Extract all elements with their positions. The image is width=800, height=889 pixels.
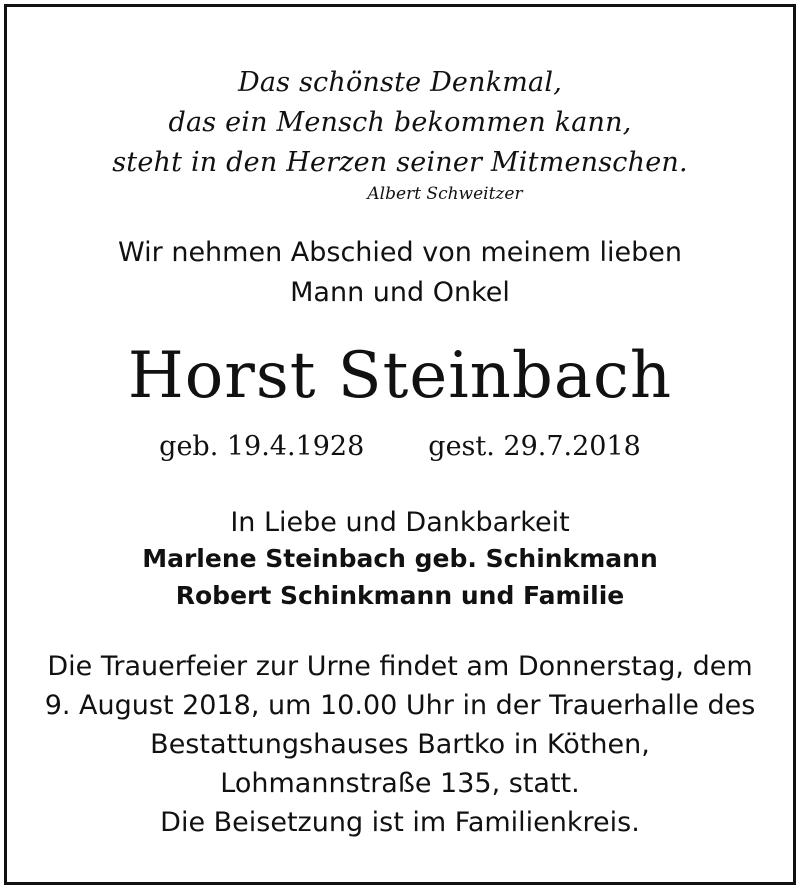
quote-author: Albert Schweitzer <box>367 184 523 204</box>
ceremony-line-4: Lohmannstraße 135, statt. <box>220 768 580 799</box>
ceremony-line-2: 9. August 2018, um 10.00 Uhr in der Trauerhalle des <box>44 690 756 721</box>
mourners-intro: In Liebe und Dankbarkeit <box>230 507 570 538</box>
ceremony-line-1: Die Trauerfeier zur Urne findet am Donnerstag, dem <box>47 651 753 682</box>
quote-line-3: steht in den Herzen seiner Mitmenschen. <box>112 147 688 178</box>
quote-line-1: Das schönste Denkmal, <box>238 67 562 98</box>
ceremony-line-5: Die Beisetzung ist im Familienkreis. <box>160 807 640 838</box>
birth-date: geb. 19.4.1928 <box>159 431 365 462</box>
mourner-name-1: Marlene Steinbach geb. Schinkmann <box>142 544 658 573</box>
quote-line-2: das ein Mensch bekommen kann, <box>168 107 632 138</box>
life-dates <box>7 431 793 462</box>
obituary-notice <box>4 4 796 885</box>
deceased-name: Horst Steinbach <box>127 339 673 413</box>
mourner-name-2: Robert Schinkmann und Familie <box>175 581 625 610</box>
intro-line-1: Wir nehmen Abschied von meinem lieben <box>118 237 682 268</box>
intro-line-2: Mann und Onkel <box>290 277 510 308</box>
ceremony-line-3: Bestattungshauses Bartko in Köthen, <box>150 729 650 760</box>
death-date: gest. 29.7.2018 <box>428 431 641 462</box>
